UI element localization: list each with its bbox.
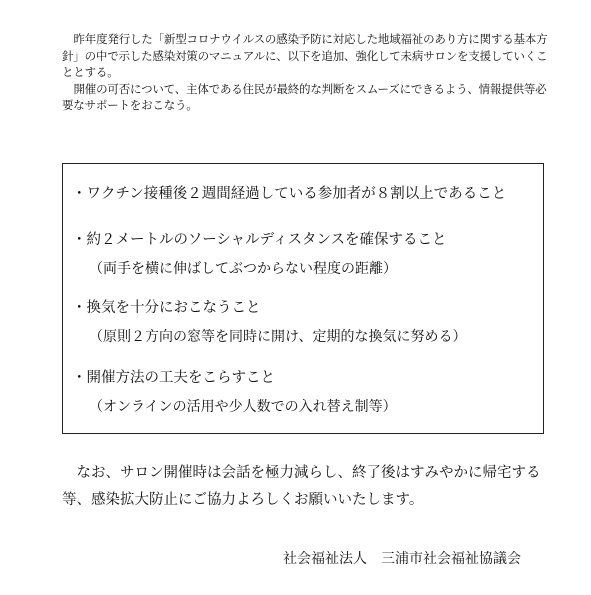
intro-section: [62, 31, 554, 114]
requirement-note-method: （オンラインの活用や少人数での入れ替え制等）: [89, 399, 397, 415]
requirement-item-method: ・開催方法の工夫をこらすこと: [72, 370, 275, 386]
requirement-item-vaccination: ・ワクチン接種後２週間経過している参加者が８割以上であること: [72, 186, 507, 202]
signature: 社会福祉法人 三浦市社会福祉協議会: [283, 551, 521, 567]
closing-section: [62, 460, 554, 514]
closing-paragraph: なお、サロン開催時は会話を極力減らし、終了後はすみやかに帰宅する等、感染拡大防止にご協力よろしくお願いいたします。: [62, 465, 541, 508]
intro-paragraph-1: 昨年度発行した「新型コロナウイルスの感染予防に対応した地域福祉のあり方に関する基本方針」の中で示した感染対策のマニュアルに、以下を追加、強化して未病サロンを支援していくこととする。: [62, 32, 548, 79]
requirement-item-distance: ・約２メートルのソーシャルディスタンスを確保すること: [72, 232, 447, 248]
requirements-box: [62, 163, 544, 434]
requirement-item-ventilation: ・換気を十分におこなうこと: [72, 300, 261, 316]
requirement-note-ventilation: （原則２方向の窓等を同時に開け、定期的な換気に努める）: [89, 329, 467, 345]
intro-paragraph-2: 開催の可否について、主体である住民が最終的な判断をスムーズにできるよう、情報提供等必要なサポートをおこなう。: [62, 81, 547, 112]
requirement-note-distance: （両手を横に伸ばしてぶつからない程度の距離）: [89, 261, 397, 277]
